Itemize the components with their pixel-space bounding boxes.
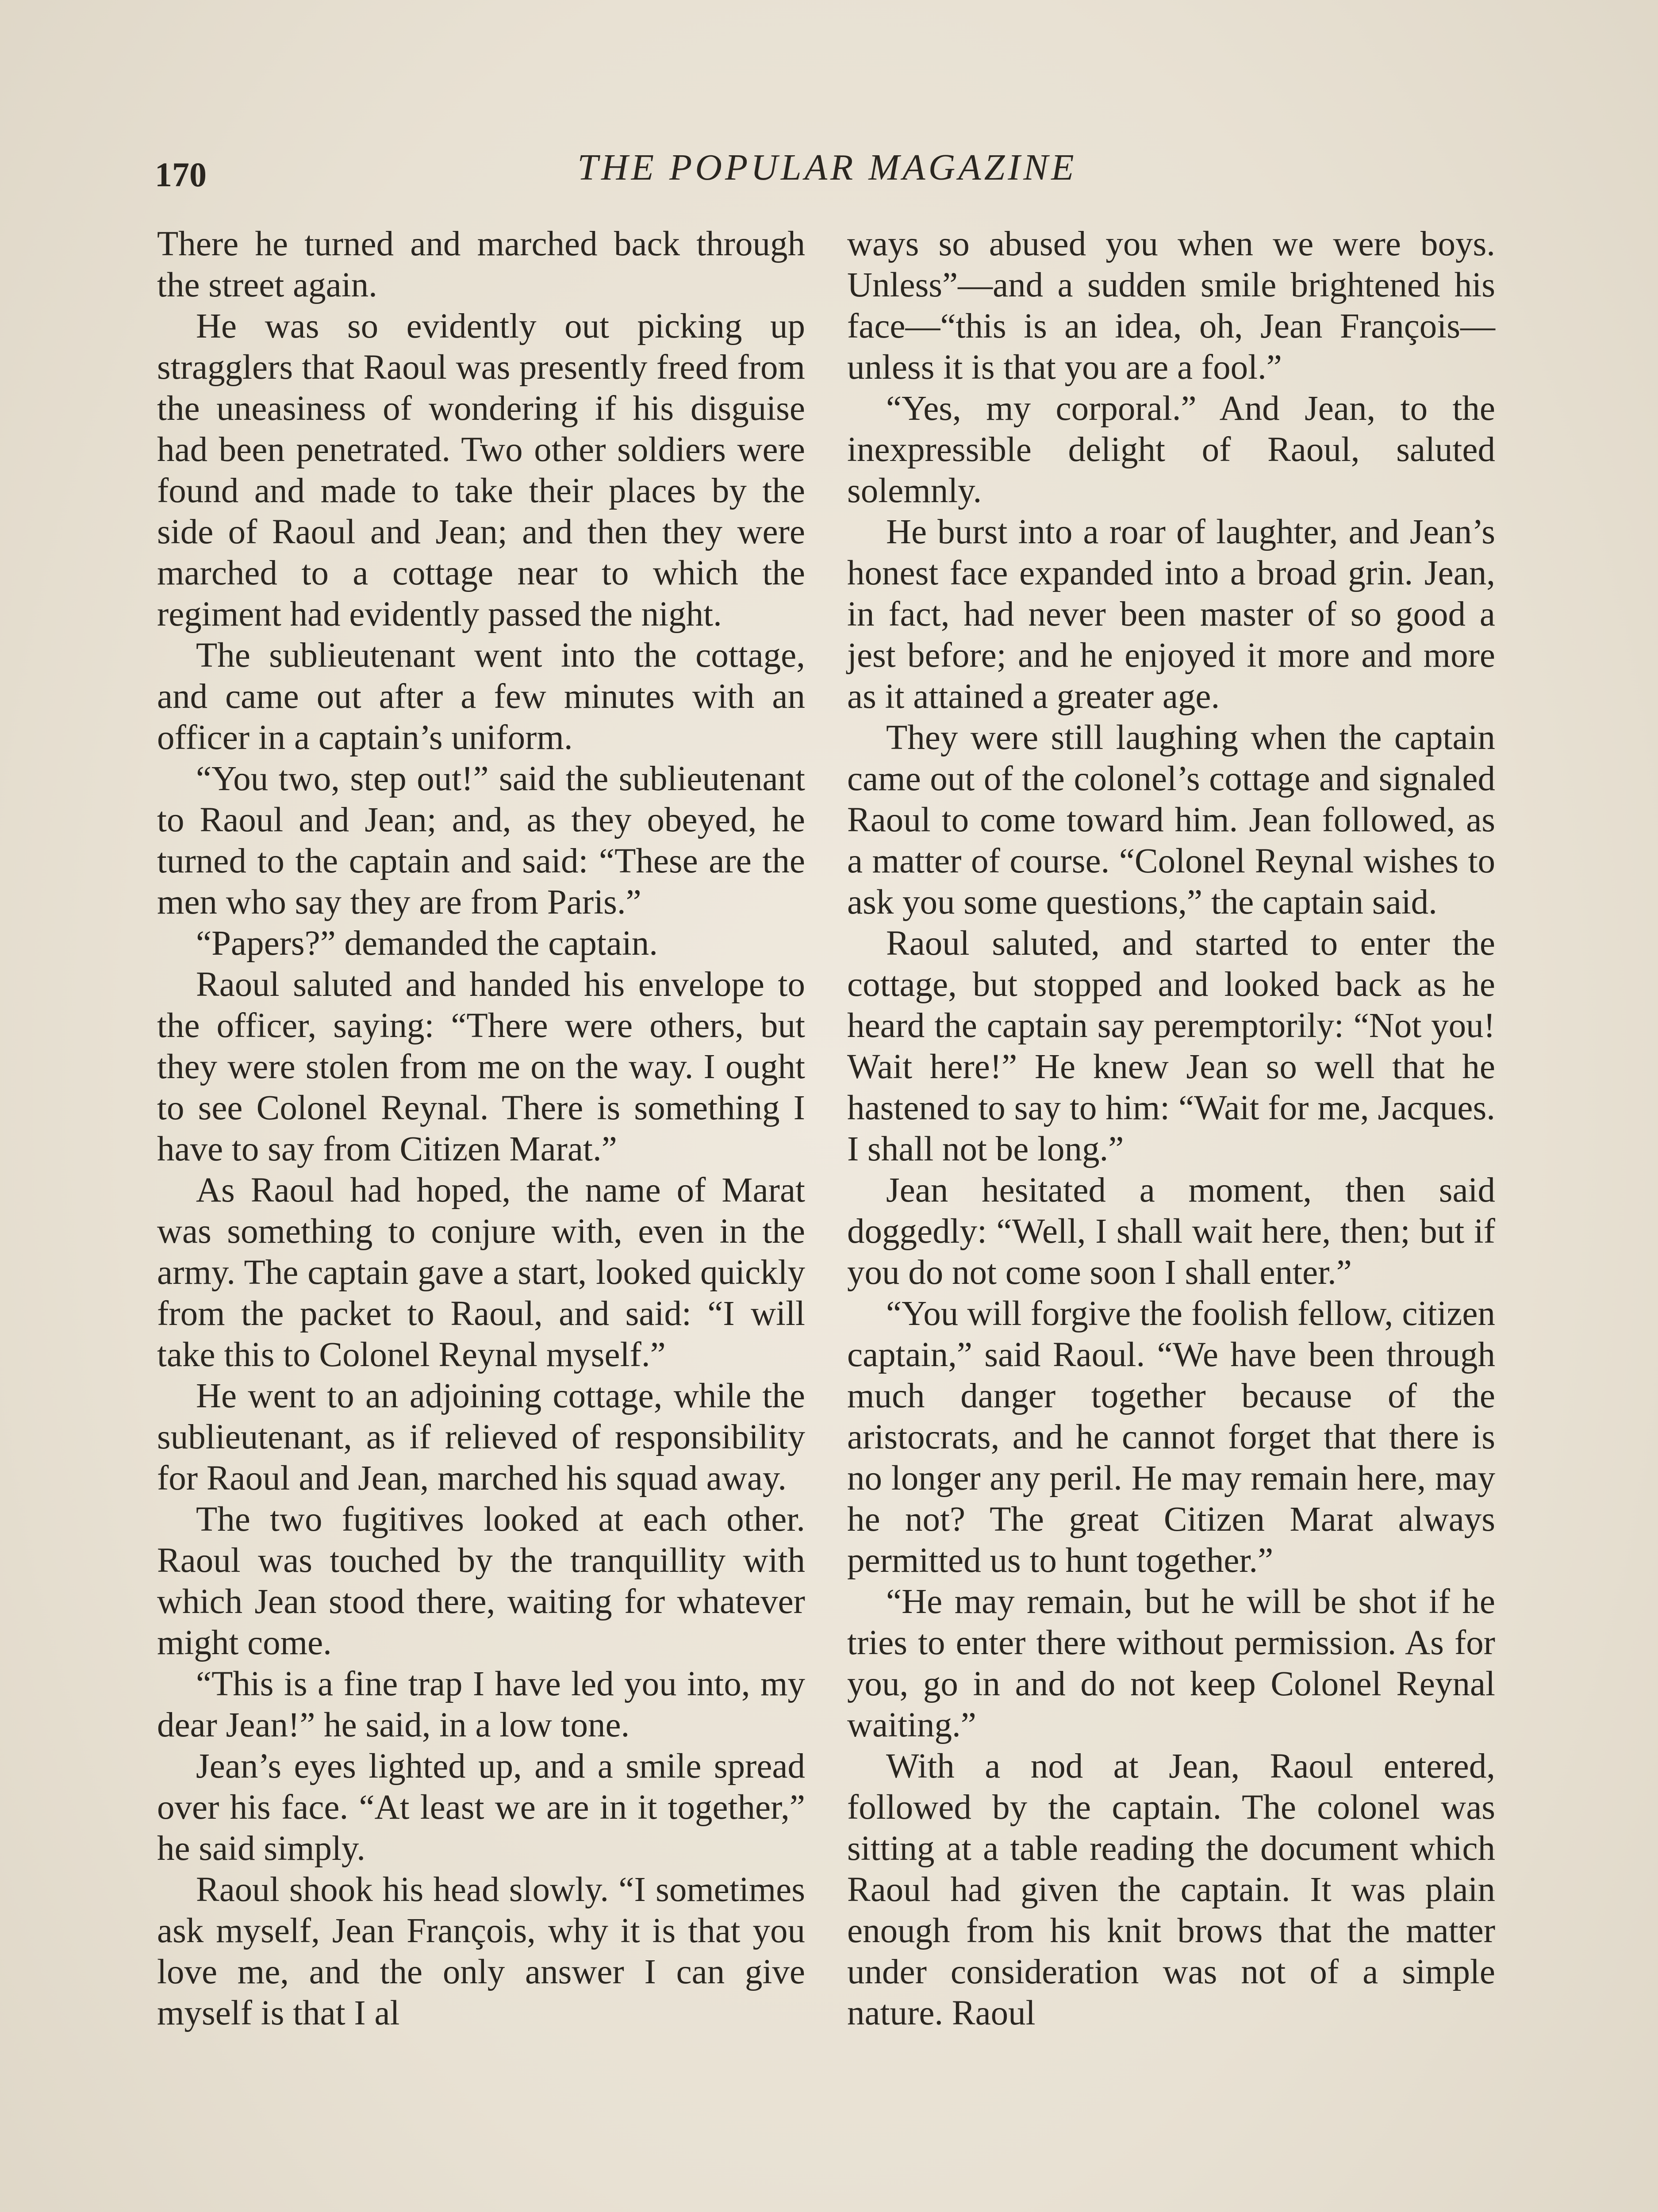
- paragraph: He was so evidently out picking up stragglers that Raoul was presently freed from the uneasiness of wondering if his disguise had been penetrated. Two other soldiers were found and made to take their places by the side of Raoul and Jean; and then they were marched to a cottage near to which the regiment had evidently passed the night.: [157, 307, 805, 634]
- paragraph: The sublieutenant went into the cottage, and came out after a few minutes with an officer in a captain’s uniform.: [157, 636, 805, 757]
- paragraph: “He may remain, but he will be shot if he tries to enter there without permission. As for you, go in and do not keep Colonel Reynal waiting.”: [847, 1582, 1495, 1744]
- paragraph: “Papers?” demanded the captain.: [196, 924, 658, 963]
- left-column: [157, 223, 805, 2034]
- running-title: THE POPULAR MAGAZINE: [577, 147, 1077, 188]
- paragraph: “You will forgive the foolish fellow, citizen captain,” said Raoul. “We have been through much danger together because of the aristocrats, and he cannot forget that there is no longer any peril. He may remain here, may he not? The great Citizen Marat always permitted us to hunt together.”: [847, 1294, 1495, 1580]
- paragraph: ways so abused you when we were boys. Unless”—and a sudden smile brightened his face—“this is an idea, oh, Jean François—unless it is that you are a fool.”: [847, 225, 1495, 387]
- paragraph: Raoul saluted and handed his envelope to the officer, saying: “There were others, but they were stolen from me on the way. I ought to see Colonel Reynal. There is something I have to say from Citizen Marat.”: [157, 965, 805, 1168]
- paragraph: The two fugitives looked at each other. Raoul was touched by the tranquillity with which Jean stood there, waiting for whatever might come.: [157, 1500, 805, 1662]
- paragraph: Raoul saluted, and started to enter the cottage, but stopped and looked back as he heard the captain say peremptorily: “Not you! Wait here!” He knew Jean so well that he hastened to say to him: “Wait for me, Jacques. I shall not be long.”: [847, 924, 1495, 1168]
- right-column: [847, 223, 1495, 2034]
- page-number: 170: [155, 155, 207, 194]
- paragraph: He went to an adjoining cottage, while the sublieutenant, as if relieved of responsibility for Raoul and Jean, marched his squad away.: [157, 1377, 805, 1498]
- paragraph: They were still laughing when the captain came out of the colonel’s cottage and signaled Raoul to come toward him. Jean followed, as a matter of course. “Colonel Reynal wishes to ask you some questions,” the captain said.: [847, 718, 1495, 922]
- paragraph: Jean’s eyes lighted up, and a smile spread over his face. “At least we are in it together,” he said simply.: [157, 1747, 805, 1868]
- paragraph: Jean hesitated a moment, then said doggedly: “Well, I shall wait here, then; but if you do not come soon I shall enter.”: [847, 1171, 1495, 1292]
- paragraph: Raoul shook his head slowly. “I sometimes ask myself, Jean François, why it is that you love me, and the only answer I can give myself is that I al: [157, 1870, 805, 2032]
- paragraph: “You two, step out!” said the sublieutenant to Raoul and Jean; and, as they obeyed, he turned to the captain and said: “These are the men who say they are from Paris.”: [157, 760, 805, 922]
- paragraph: As Raoul had hoped, the name of Marat was something to conjure with, even in the army. The captain gave a start, looked quickly from the packet to Raoul, and said: “I will take this to Colonel Reynal myself.”: [157, 1171, 805, 1374]
- paragraph: He burst into a roar of laughter, and Jean’s honest face expanded into a broad grin. Jean, in fact, had never been master of so good a jest before; and he enjoyed it more and more as it attained a greater age.: [847, 513, 1495, 716]
- paragraph: There he turned and marched back through the street again.: [157, 225, 805, 304]
- paragraph: “This is a fine trap I have led you into, my dear Jean!” he said, in a low tone.: [157, 1665, 805, 1744]
- paragraph: With a nod at Jean, Raoul entered, followed by the captain. The colonel was sitting at a table reading the document which Raoul had given the captain. It was plain enough from his knit brows that the matter under consideration was not of a simple nature. Raoul: [847, 1747, 1495, 2032]
- page-header: [155, 146, 1500, 204]
- paragraph: “Yes, my corporal.” And Jean, to the inexpressible delight of Raoul, saluted solemnly.: [847, 389, 1495, 510]
